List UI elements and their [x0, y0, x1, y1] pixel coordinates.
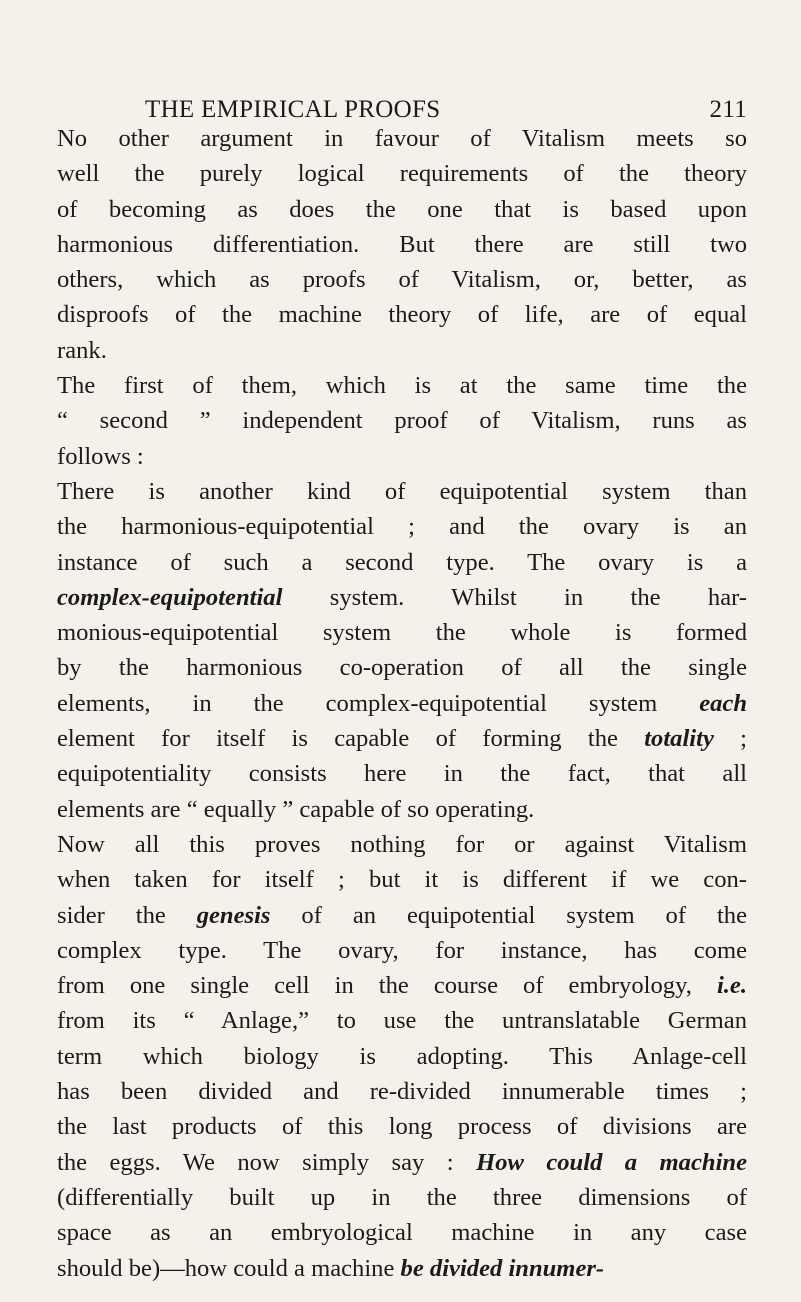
text-line [57, 580, 747, 615]
text-line [57, 474, 747, 509]
text-line [57, 545, 747, 580]
running-title: THE EMPIRICAL PROOFS [145, 96, 441, 123]
text-run: equipotentiality consists here in the fact, that all [57, 760, 747, 788]
text-line [57, 297, 747, 332]
text-line [57, 1215, 747, 1250]
text-line [57, 509, 747, 544]
text-run: “ second ” independent proof of Vitalism, runs as [57, 407, 747, 435]
text-run: monious-equipotential system the whole is formed [57, 619, 747, 647]
text-run: space as an embryological machine in any case [57, 1219, 747, 1247]
text-line [57, 756, 747, 791]
text-run: No other argument in favour of Vitalism meets so [57, 125, 747, 152]
text-run: Now all this proves nothing for or against Vitalism [57, 830, 747, 858]
text-run: by the harmonious co-operation of all the single [57, 654, 747, 682]
text-line [57, 156, 747, 191]
text-line [57, 262, 747, 297]
text-line [57, 227, 747, 262]
text-line [57, 898, 747, 933]
text-run: of becoming as does the one that is based upon [57, 195, 747, 223]
italic-text: each [699, 689, 747, 717]
text-run: (differentially built up in the three dimensions of [57, 1183, 747, 1211]
text-line [57, 121, 747, 156]
text-run: elements are “ equally ” capable of so operating. [57, 795, 535, 823]
text-run: from its “ Anlage,” to use the untranslatable German [57, 1007, 747, 1035]
text-run: the harmonious-equipotential ; and the ovary is an [57, 513, 747, 541]
text-line [57, 1039, 747, 1074]
text-run: of an equipotential system of the [270, 901, 747, 929]
text-run: system. Whilst in the har- [282, 583, 747, 611]
text-line [57, 403, 747, 438]
text-line [57, 686, 747, 721]
page-number: 211 [709, 96, 747, 123]
text-line [57, 333, 747, 368]
text-run: follows : [57, 442, 144, 470]
text-run: should be)—how could a machine [57, 1254, 401, 1282]
italic-text: complex-equipotential [57, 583, 283, 611]
text-line [57, 615, 747, 650]
text-run: has been divided and re-divided innumerable times ; [57, 1078, 747, 1106]
text-run: element for itself is capable of forming the [57, 725, 645, 753]
text-line [57, 650, 747, 685]
text-run: when taken for itself ; but it is different if we con- [57, 866, 747, 894]
text-line [57, 439, 747, 474]
text-line [57, 1251, 747, 1286]
text-run: disproofs of the machine theory of life, are of equal [57, 301, 747, 329]
text-line [57, 1074, 747, 1109]
book-page [57, 0, 747, 1302]
text-run: the eggs. We now simply say : [57, 1148, 477, 1176]
text-line [57, 1180, 747, 1215]
text-run: elements, in the complex-equipotential system [57, 689, 700, 717]
italic-text: genesis [196, 901, 271, 929]
text-run: The first of them, which is at the same time the [57, 372, 747, 400]
italic-text: How could a machine [476, 1148, 747, 1176]
text-run: term which biology is adopting. This Anlage-cell [57, 1042, 747, 1070]
text-line [57, 968, 747, 1003]
text-run: well the purely logical requirements of the theory [57, 160, 747, 188]
text-line [57, 368, 747, 403]
text-line [57, 827, 747, 862]
italic-text: be divided innumer- [400, 1254, 605, 1282]
body-text [57, 121, 747, 1286]
text-line [57, 721, 747, 756]
text-run: sider the [57, 901, 197, 929]
text-line [57, 862, 747, 897]
text-run: from one single cell in the course of embryology, [57, 972, 717, 1000]
italic-text: totality [644, 725, 714, 753]
text-line [57, 933, 747, 968]
text-line [57, 1109, 747, 1144]
text-run: complex type. The ovary, for instance, has come [57, 936, 747, 964]
text-line [57, 192, 747, 227]
text-run: ; [713, 725, 747, 753]
italic-text: i.e. [716, 972, 747, 1000]
text-run: instance of such a second type. The ovary is a [57, 548, 747, 576]
text-line [57, 1145, 747, 1180]
text-run: the last products of this long process of divisions are [57, 1113, 747, 1141]
text-line [57, 792, 747, 827]
text-run: There is another kind of equipotential system than [57, 477, 747, 505]
text-run: others, which as proofs of Vitalism, or, better, as [57, 266, 747, 294]
text-run: rank. [57, 336, 107, 364]
text-line [57, 1003, 747, 1038]
text-run: harmonious differentiation. But there are still two [57, 230, 747, 258]
